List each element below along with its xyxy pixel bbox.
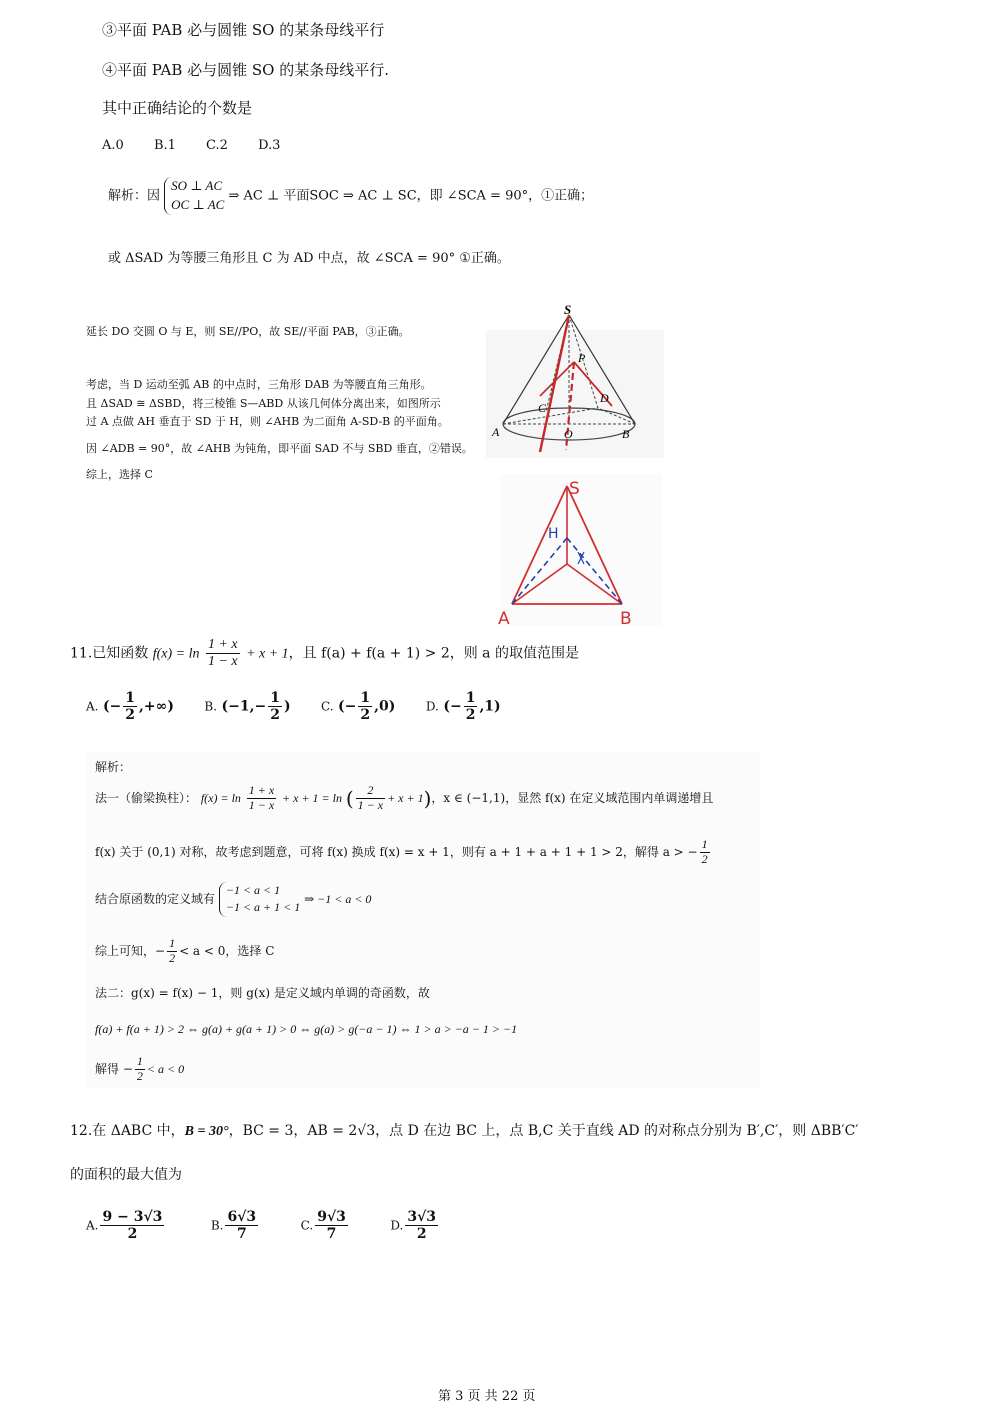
cone-photo-bg: [486, 330, 664, 458]
q11-method2-line3: [95, 1055, 184, 1084]
q11-option-b: [204, 690, 290, 723]
q10-sol-brace-row1: SO ⊥ AC: [171, 178, 223, 193]
q12-option-b-num: 6√3: [227, 1209, 257, 1225]
q10-option-a: A.0: [102, 138, 124, 153]
q11-m1-line3-text: 结合原函数的定义域有: [95, 891, 216, 906]
q11-m2-line3-den: 2: [136, 1068, 143, 1083]
q11-method2-line2: f(a) + f(a + 1) > 2 ⇔ g(a) + g(a + 1) > 0 ⇔ g(a) > g(−a − 1) ⇔ 1 > a > −a − 1 > −1: [95, 1022, 518, 1036]
q11-m1-brace-row2: −1 < a + 1 < 1: [225, 900, 301, 915]
q12-option-a-den: 2: [100, 1225, 164, 1242]
cone-label-p: P: [578, 351, 586, 365]
q12-option-d-frac: [405, 1209, 438, 1242]
q11-option-c: [321, 690, 395, 723]
q12-option-a-frac: [100, 1209, 164, 1242]
q11-option-d-frac: [464, 690, 478, 723]
q11-stem: [70, 637, 579, 670]
q11-m1-brace: [219, 882, 300, 917]
q12-option-c: [301, 1209, 350, 1242]
cone-label-o: O: [564, 427, 573, 441]
q10-img-line2: 考虑，当 D 运动至弧 AB 的中点时，三角形 DAB 为等腰直角三角形。: [86, 378, 432, 391]
q11-m1-line2-frac: [700, 838, 710, 867]
q11-m2-line3-text: 解得 −: [95, 1061, 133, 1076]
q11-m1-line4-num: 1: [169, 936, 176, 950]
q11-m1-line4-den: 2: [169, 950, 176, 965]
q11-m1-line4-text: 综上可知，−: [95, 943, 166, 958]
q11-options: [86, 690, 527, 723]
q11-m1-line4-tail: < a < 0，选择 C: [179, 943, 275, 958]
q12-option-a: [86, 1209, 166, 1242]
q12-option-d-num: 3√3: [407, 1209, 437, 1225]
q10-option-b: B.1: [153, 138, 176, 153]
q11-option-c-frac: [358, 690, 372, 723]
cone-figure: [486, 300, 666, 460]
q12-line1-rest: ，BC = 3，AB = 2√3，点 D 在边 BC 上，点 B,C 关于直线 AD 的对称点分别为 B′,C′，则 ΔBB′C′: [228, 1123, 859, 1139]
q10-statement-4: ④平面 PAB 必与圆锥 SO 的某条母线平行.: [102, 61, 389, 79]
q12-option-c-label: C.: [300, 1218, 314, 1233]
q11-prefix: 11.已知函数: [70, 645, 149, 662]
q11-method1-line4: [95, 937, 274, 966]
q11-option-a-frac: [123, 690, 137, 723]
q12-option-c-den: 7: [315, 1225, 348, 1242]
q12-option-b: [211, 1209, 260, 1242]
q11-frac-den: 1 − x: [207, 654, 238, 670]
q11-m1-frac2: [356, 784, 385, 813]
q11-option-b-frac: [268, 690, 282, 723]
q11-option-c-label: C.: [321, 699, 334, 714]
q11-condition: ，且 f(a) + f(a + 1) > 2，则 a 的取值范围是: [288, 645, 579, 662]
q12-options: [86, 1209, 466, 1242]
q10-options: [102, 138, 306, 153]
q12-option-c-frac: [315, 1209, 348, 1242]
q11-m1-frac1-num: 1 + x: [248, 783, 275, 797]
q10-img-line4: 过 A 点做 AH 垂直于 SD 于 H，则 ∠AHB 为二面角 A-SD-B 的平面角。: [86, 415, 449, 428]
q11-option-d-post: ,1): [479, 698, 501, 715]
q11-m1-line2-den: 2: [701, 851, 708, 866]
q12-option-d-label: D.: [390, 1218, 404, 1233]
q11-option-b-num: 1: [270, 690, 280, 706]
q10-sol-rest: ⇒ AC ⊥ 平面SOC ⇒ AC ⊥ SC，即 ∠SCA = 90°，①正确；: [228, 188, 594, 204]
q10-img-line3: 且 ΔSAD ≅ ΔSBD，将三棱锥 S—ABD 从该几何体分离出来，如图所示: [86, 397, 441, 410]
q11-method1-line2: [95, 838, 712, 867]
q11-option-d: [426, 690, 501, 723]
q11-m1-frac2-num: 2: [367, 783, 374, 797]
cone-label-d: D: [600, 391, 609, 405]
q12-option-b-den: 7: [225, 1225, 258, 1242]
cone-label-b: B: [622, 427, 630, 441]
q11-method2-line1: 法二：g(x) = f(x) − 1，则 g(x) 是定义域内单调的奇函数，故: [95, 986, 430, 1000]
q11-m1-line2-text: f(x) 关于 (0,1) 对称，故考虑到题意，可将 f(x) 换成 f(x) = x + 1，则有 a + 1 + a + 1 + 1 > 2，解得 a > −: [95, 844, 698, 859]
q11-option-a-den: 2: [125, 707, 136, 724]
q11-option-a: [86, 690, 174, 723]
q11-option-b-post: ): [283, 698, 291, 715]
q11-m1-frac1-den: 1 − x: [248, 797, 275, 812]
q11-m1-frac2-den: 1 − x: [357, 797, 384, 812]
q11-option-d-den: 2: [465, 707, 476, 724]
q11-option-b-den: 2: [270, 707, 280, 724]
tetra-label-b: B: [620, 609, 632, 629]
q11-m1-prefix: 法一（偷梁换柱）：: [95, 790, 198, 805]
q12-line1-prefix: 12.在 ΔABC 中，: [70, 1123, 185, 1139]
q11-method1-line3: [95, 882, 371, 917]
q11-option-b-label: B.: [204, 699, 218, 714]
q12-line1-angle: B = 30°: [184, 1124, 229, 1139]
q11-m1-brace-row1: −1 < a < 1: [225, 883, 281, 897]
q11-m2-line3-tail: < a < 0: [146, 1061, 185, 1076]
q12-option-a-num: 9 − 3√3: [102, 1209, 163, 1225]
q11-m1-line3-result: ⇒ −1 < a < 0: [304, 891, 372, 906]
q11-func-tail: + x + 1: [246, 646, 289, 662]
q11-option-a-pre: (−: [102, 698, 122, 715]
q11-m1-paren-open: (: [345, 786, 354, 811]
q11-option-c-den: 2: [360, 707, 371, 724]
q11-m1-line4-frac: [167, 937, 177, 966]
q11-option-d-pre: (−: [443, 698, 462, 715]
q11-m2-line3-frac: [135, 1055, 145, 1084]
tetra-label-a: A: [498, 609, 510, 629]
q11-option-d-num: 1: [465, 690, 476, 706]
q11-m2-line3-num: 1: [136, 1054, 143, 1068]
q11-option-a-num: 1: [125, 690, 136, 706]
q12-option-d: [390, 1209, 440, 1242]
q11-option-c-post: ,0): [374, 698, 396, 715]
tetra-label-s: S: [569, 479, 580, 499]
q10-solution-line2: 或 ΔSAD 为等腰三角形且 C 为 AD 中点，故 ∠SCA = 90° ①正确。: [108, 251, 510, 266]
cone-label-a: A: [492, 425, 500, 439]
q11-option-b-pre: (−1,−: [221, 698, 267, 715]
q11-option-d-label: D.: [425, 699, 439, 714]
q11-frac: [206, 637, 240, 670]
q11-frac-num: 1 + x: [207, 637, 238, 652]
q11-m1-eq2: + x + 1 = ln: [282, 790, 342, 805]
q10-statement-3: ③平面 PAB 必与圆锥 SO 的某条母线平行: [102, 21, 385, 39]
q11-method1-line1: [95, 784, 713, 813]
cone-label-s: S: [564, 302, 572, 317]
q11-m1-frac1: [247, 784, 276, 813]
q12-option-b-label: B.: [210, 1218, 224, 1233]
q12-option-d-den: 2: [405, 1225, 438, 1242]
q11-m1-eq3: + x + 1: [387, 790, 424, 805]
tetra-label-h: H: [548, 526, 559, 542]
q12-option-c-num: 9√3: [317, 1209, 346, 1225]
q10-option-c: C.2: [206, 138, 228, 153]
tetra-figure: [492, 472, 664, 632]
q11-option-a-post: ,+∞): [139, 698, 174, 715]
q11-m1-eq4: ，x ∈ (−1,1)，显然 f(x) 在定义域范围内单调递增且: [431, 790, 714, 805]
q12-stem-line1: [70, 1120, 858, 1140]
q11-m1-line2-num: 1: [701, 837, 708, 851]
page-footer: 第 3 页 共 22 页: [438, 1389, 536, 1404]
q10-sol-brace-row2: OC ⊥ AC: [171, 196, 225, 212]
q11-m1-paren-close: ): [423, 786, 432, 811]
q10-img-line6: 综上，选择 C: [86, 468, 153, 481]
q10-question: 其中正确结论的个数是: [102, 99, 253, 117]
cone-label-c: C: [538, 401, 547, 415]
q12-stem-line2: 的面积的最大值为: [70, 1167, 182, 1183]
q10-sol-brace: [164, 177, 224, 215]
q11-option-c-pre: (−: [338, 698, 357, 715]
q11-option-c-num: 1: [360, 690, 371, 706]
q10-img-line5: 因 ∠ADB = 90°，故 ∠AHB 为钝角，即平面 SAD 不与 SBD 垂直，②错误。: [86, 442, 473, 455]
q10-solution-line1: [108, 177, 593, 215]
q10-sol-prefix: 解析：因: [108, 188, 161, 204]
q12-option-a-label: A.: [86, 1218, 99, 1233]
q11-m1-eq1: f(x) = ln: [200, 790, 241, 805]
q11-option-a-label: A.: [86, 699, 99, 714]
q12-option-b-frac: [225, 1209, 258, 1242]
q11-sol-title: 解析：: [95, 760, 132, 774]
q11-func: f(x) = ln: [152, 646, 200, 662]
q10-option-d: D.3: [258, 138, 281, 153]
q10-img-line1: 延长 DO 交圆 O 与 E，则 SE//PO，故 SE//平面 PAB，③正确。: [86, 325, 410, 338]
